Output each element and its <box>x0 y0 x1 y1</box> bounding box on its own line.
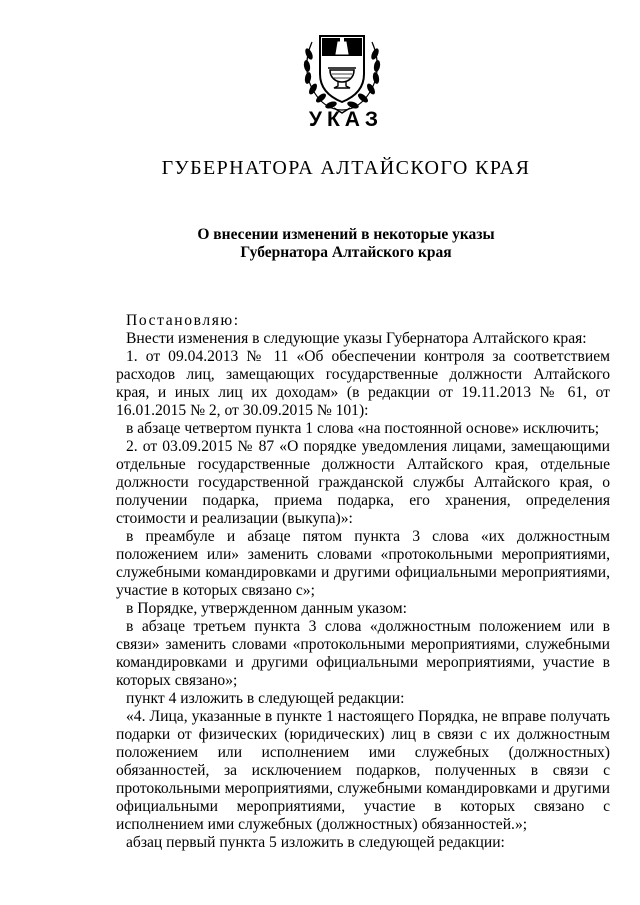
heading-line-1: О внесении изменений в некоторые указы <box>197 226 495 243</box>
paragraph: в абзаце третьем пункта 3 слова «должностным положением или в связи» заменить словами «протокольными мероприятиями, служебными командировками и другими официальными мероприятиями, участие в которых связано»; <box>116 618 610 689</box>
paragraph: «4. Лица, указанные в пункте 1 настоящего Порядка, не вправе получать подарки от физических (юридических) лиц в связи с их должностным положением или исполнением ими служебных (должностных) обязанностей, за исключением подарков, полученных в связи с протокольными мероприятиями, служебными командировками и другими официальными мероприятиями, участие в которых связано с исполнением ими служебных (должностных) обязанностей.»; <box>116 708 610 833</box>
paragraph: 1. от 09.04.2013 № 11 «Об обеспечении контроля за соответствием расходов лиц, замещающих государственные должности Алтайского края, и иных лиц их доходам» (в редакции от 19.11.2013 № 61, от 16.01.2015 № 2, от 30.09.2015 № 101): <box>116 348 610 419</box>
document-issuer: ГУБЕРНАТОРА АЛТАЙСКОГО КРАЯ <box>161 157 531 179</box>
paragraph: в Порядке, утвержденном данным указом: <box>126 600 407 617</box>
document-body <box>116 312 610 852</box>
paragraph: Внести изменения в следующие указы Губернатора Алтайского края: <box>126 330 587 347</box>
heading-line-2: Губернатора Алтайского края <box>240 244 452 261</box>
paragraph: абзац первый пункта 5 изложить в следующей редакции: <box>126 834 505 851</box>
coat-of-arms-emblem <box>298 20 386 116</box>
document-title: УКАЗ <box>308 108 384 131</box>
paragraph: в абзаце четвертом пункта 1 слова «на постоянной основе» исключить; <box>126 420 600 437</box>
paragraph: пункт 4 изложить в следующей редакции: <box>126 690 405 707</box>
paragraph: 2. от 03.09.2015 № 87 «О порядке уведомления лицами, замещающими отдельные государственные должности Алтайского края, отдельные должности государственной гражданской службы Алтайского края, о получении подарка, приема подарка, его хранения, определения стоимости и реализации (выкупа)»: <box>116 438 610 527</box>
paragraph-preamble: Постановляю: <box>126 312 240 329</box>
document-heading <box>26 226 640 262</box>
paragraph: в преамбуле и абзаце пятом пункта 3 слова «их должностным положением или» заменить словами «протокольными мероприятиями, служебными командировками и другими официальными мероприятиями, участие в которых связано с»; <box>116 528 610 599</box>
